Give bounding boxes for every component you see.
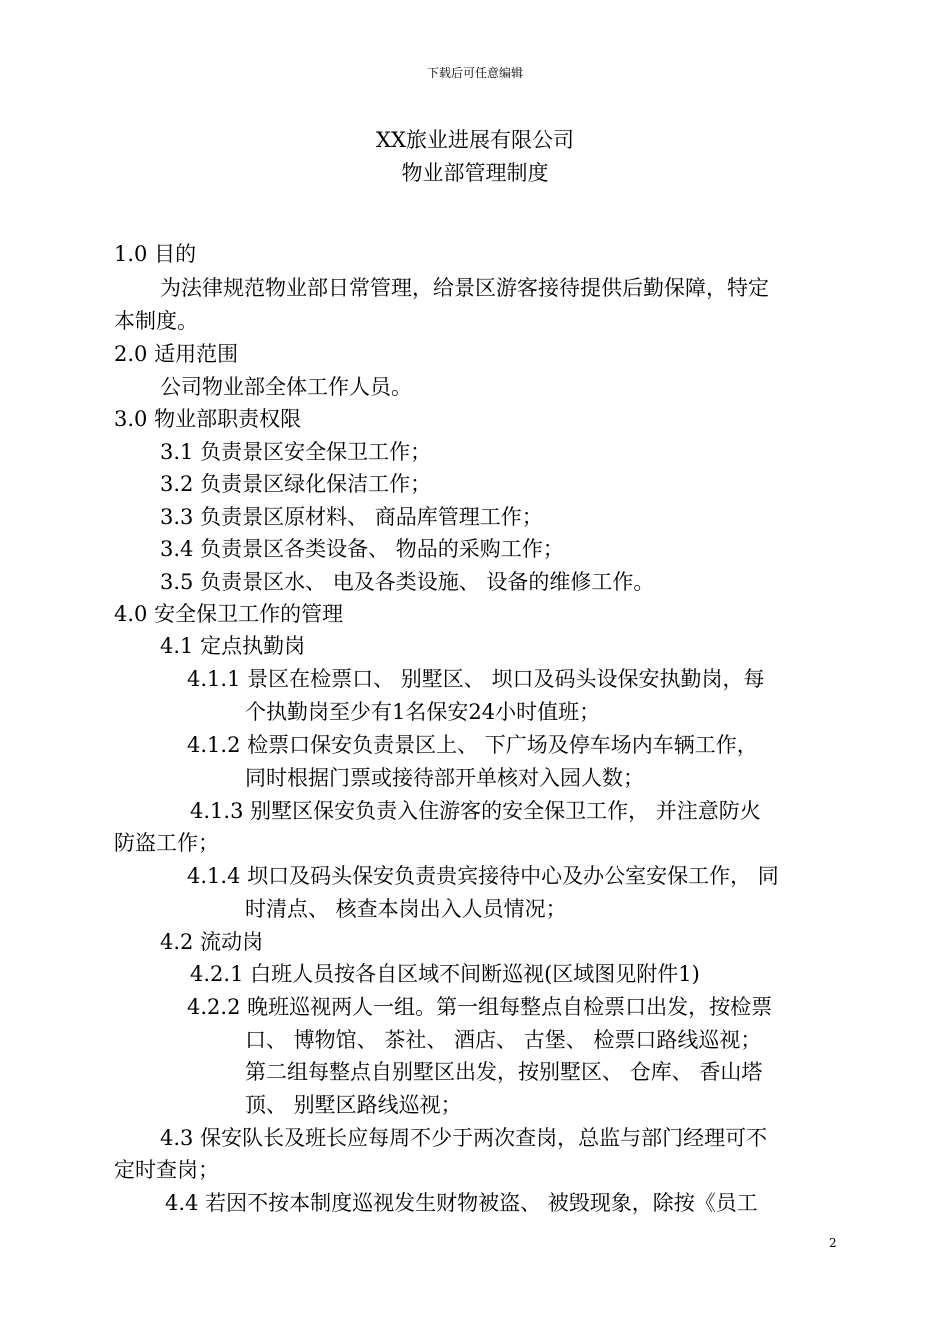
body-line: 3.5 负责景区水、 电及各类设施、 设备的维修工作。 [160, 570, 655, 594]
body-line: 防盗工作； [114, 831, 219, 855]
body-line: 定时查岗； [114, 1158, 219, 1182]
body-line: 公司物业部全体工作人员。 [160, 375, 412, 399]
page-header: 下载后可任意编辑 [426, 66, 523, 80]
page-number: 2 [829, 1236, 837, 1250]
body-line: 4.1.2 检票口保安负责景区上、 下广场及停车场内车辆工作， [187, 733, 758, 757]
body-line: 4.0 安全保卫工作的管理 [114, 602, 344, 626]
body-line: 4.2 流动岗 [160, 930, 264, 954]
body-line: 4.4 若因不按本制度巡视发生财物被盗、 被毁现象，除按《员工 [165, 1191, 758, 1215]
body-line: 2.0 适用范围 [114, 342, 239, 366]
body-line: 3.1 负责景区安全保卫工作； [160, 440, 432, 464]
body-line: 4.1 定点执勤岗 [160, 634, 306, 658]
body-line: 顶、 别墅区路线巡视； [245, 1093, 462, 1117]
body-line: 4.3 保安队长及班长应每周不少于两次查岗，总监与部门经理可不 [160, 1126, 768, 1150]
body-line: 3.4 负责景区各类设备、 物品的采购工作； [160, 537, 564, 561]
body-line: 3.2 负责景区绿化保洁工作； [160, 472, 432, 496]
body-line: 时清点、 核查本岗出入人员情况； [245, 897, 567, 921]
company-title: XX旅业进展有限公司 [376, 128, 574, 152]
body-line: 1.0 目的 [114, 242, 197, 266]
body-line: 本制度。 [114, 309, 198, 333]
body-line: 口、 博物馆、 茶社、 酒店、 古堡、 检票口路线巡视； [245, 1028, 762, 1052]
body-line: 同时根据门票或接待部开单核对入园人数； [245, 766, 644, 790]
body-line: 4.1.4 坝口及码头保安负责贵宾接待中心及办公室安保工作， 同 [187, 864, 779, 888]
body-line: 第二组每整点自别墅区出发，按别墅区、 仓库、 香山塔 [245, 1060, 763, 1084]
body-line: 3.3 负责景区原材料、 商品库管理工作； [160, 505, 543, 529]
body-line: 4.1.3 别墅区保安负责入住游客的安全保卫工作， 并注意防火 [190, 799, 761, 823]
body-line: 为法律规范物业部日常管理，给景区游客接待提供后勤保障，特定 [160, 276, 769, 300]
body-line: 4.1.1 景区在检票口、 别墅区、 坝口及码头设保安执勤岗，每 [187, 667, 765, 691]
body-line: 4.2.1 白班人员按各自区域不间断巡视(区域图见附件1) [190, 962, 700, 986]
body-line: 3.0 物业部职责权限 [114, 407, 302, 431]
document-title: 物业部管理制度 [401, 161, 549, 185]
body-line: 个执勤岗至少有1名保安24小时值班； [245, 700, 601, 724]
body-line: 4.2.2 晚班巡视两人一组。第一组每整点自检票口出发，按检票 [187, 995, 773, 1019]
